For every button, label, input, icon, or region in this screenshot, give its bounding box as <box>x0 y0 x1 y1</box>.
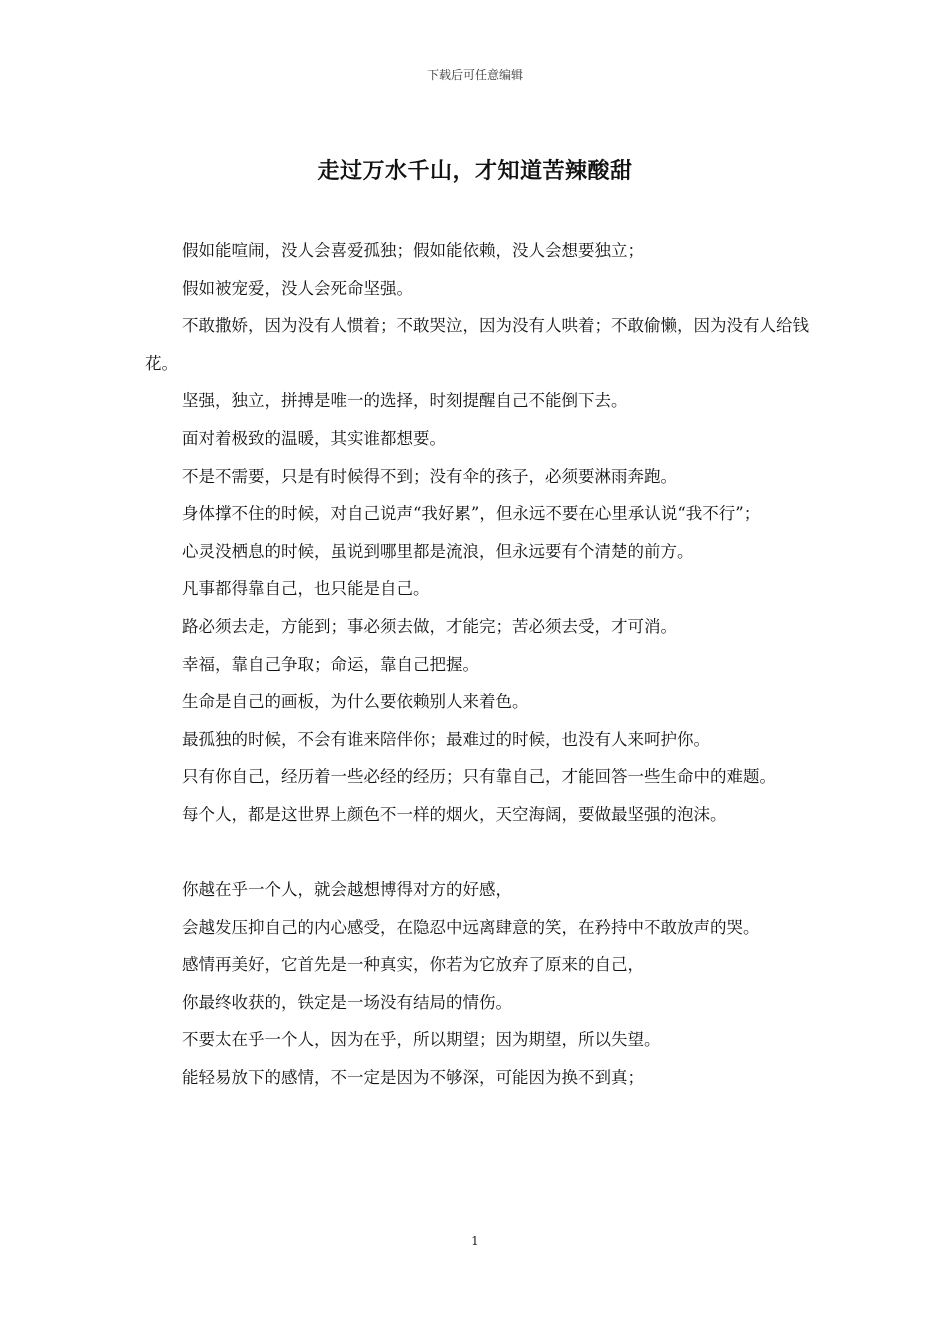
paragraph: 幸福，靠自己争取；命运，靠自己把握。 <box>182 654 479 674</box>
blank-line <box>145 834 821 872</box>
paragraph: 假如被宠爱，没人会死命坚强。 <box>182 278 413 298</box>
paragraph: 你越在乎一个人，就会越想博得对方的好感， <box>182 880 512 900</box>
paragraph: 不敢撒娇，因为没有人惯着；不敢哭泣，因为没有人哄着；不敢偷懒，因为没有人给钱花。 <box>145 316 809 373</box>
paragraph: 不是不需要，只是有时候得不到；没有伞的孩子，必须要淋雨奔跑。 <box>182 466 677 486</box>
paragraph: 身体撑不住的时候，对自己说声“我好累”，但永远不要在心里承认说“我不行”； <box>182 504 761 524</box>
paragraph: 最孤独的时候，不会有谁来陪伴你；最难过的时候，也没有人来呵护你。 <box>182 729 710 749</box>
paragraph: 能轻易放下的感情，不一定是因为不够深，可能因为换不到真； <box>182 1068 644 1088</box>
paragraph: 会越发压抑自己的内心感受，在隐忍中远离肆意的笑，在矜持中不敢放声的哭。 <box>182 917 760 937</box>
paragraph: 面对着极致的温暖，其实谁都想要。 <box>182 428 446 448</box>
paragraph: 不要太在乎一个人，因为在乎，所以期望；因为期望，所以失望。 <box>182 1030 661 1050</box>
paragraph: 只有你自己，经历着一些必经的经历；只有靠自己，才能回答一些生命中的难题。 <box>182 767 776 787</box>
paragraph: 生命是自己的画板，为什么要依赖别人来着色。 <box>182 692 529 712</box>
paragraph: 感情再美好，它首先是一种真实，你若为它放弃了原来的自己， <box>182 955 644 975</box>
paragraph: 凡事都得靠自己，也只能是自己。 <box>182 579 430 599</box>
paragraph: 每个人，都是这世界上颜色不一样的烟火，天空海阔，要做最坚强的泡沫。 <box>182 804 727 824</box>
document-body <box>145 232 821 1097</box>
document-title: 走过万水千山，才知道苦辣酸甜 <box>317 158 633 184</box>
paragraph: 坚强，独立，拼搏是唯一的选择，时刻提醒自己不能倒下去。 <box>182 391 628 411</box>
paragraph: 你最终收获的，铁定是一场没有结局的情伤。 <box>182 992 512 1012</box>
paragraph: 假如能喧闹，没人会喜爱孤独；假如能依赖，没人会想要独立； <box>182 241 644 260</box>
page-number: 1 <box>471 1234 479 1248</box>
paragraph: 心灵没栖息的时候，虽说到哪里都是流浪，但永远要有个清楚的前方。 <box>182 541 694 561</box>
page-header-note: 下载后可任意编辑 <box>426 68 523 82</box>
paragraph: 路必须去走，方能到；事必须去做，才能完；苦必须去受，才可消。 <box>182 616 677 636</box>
